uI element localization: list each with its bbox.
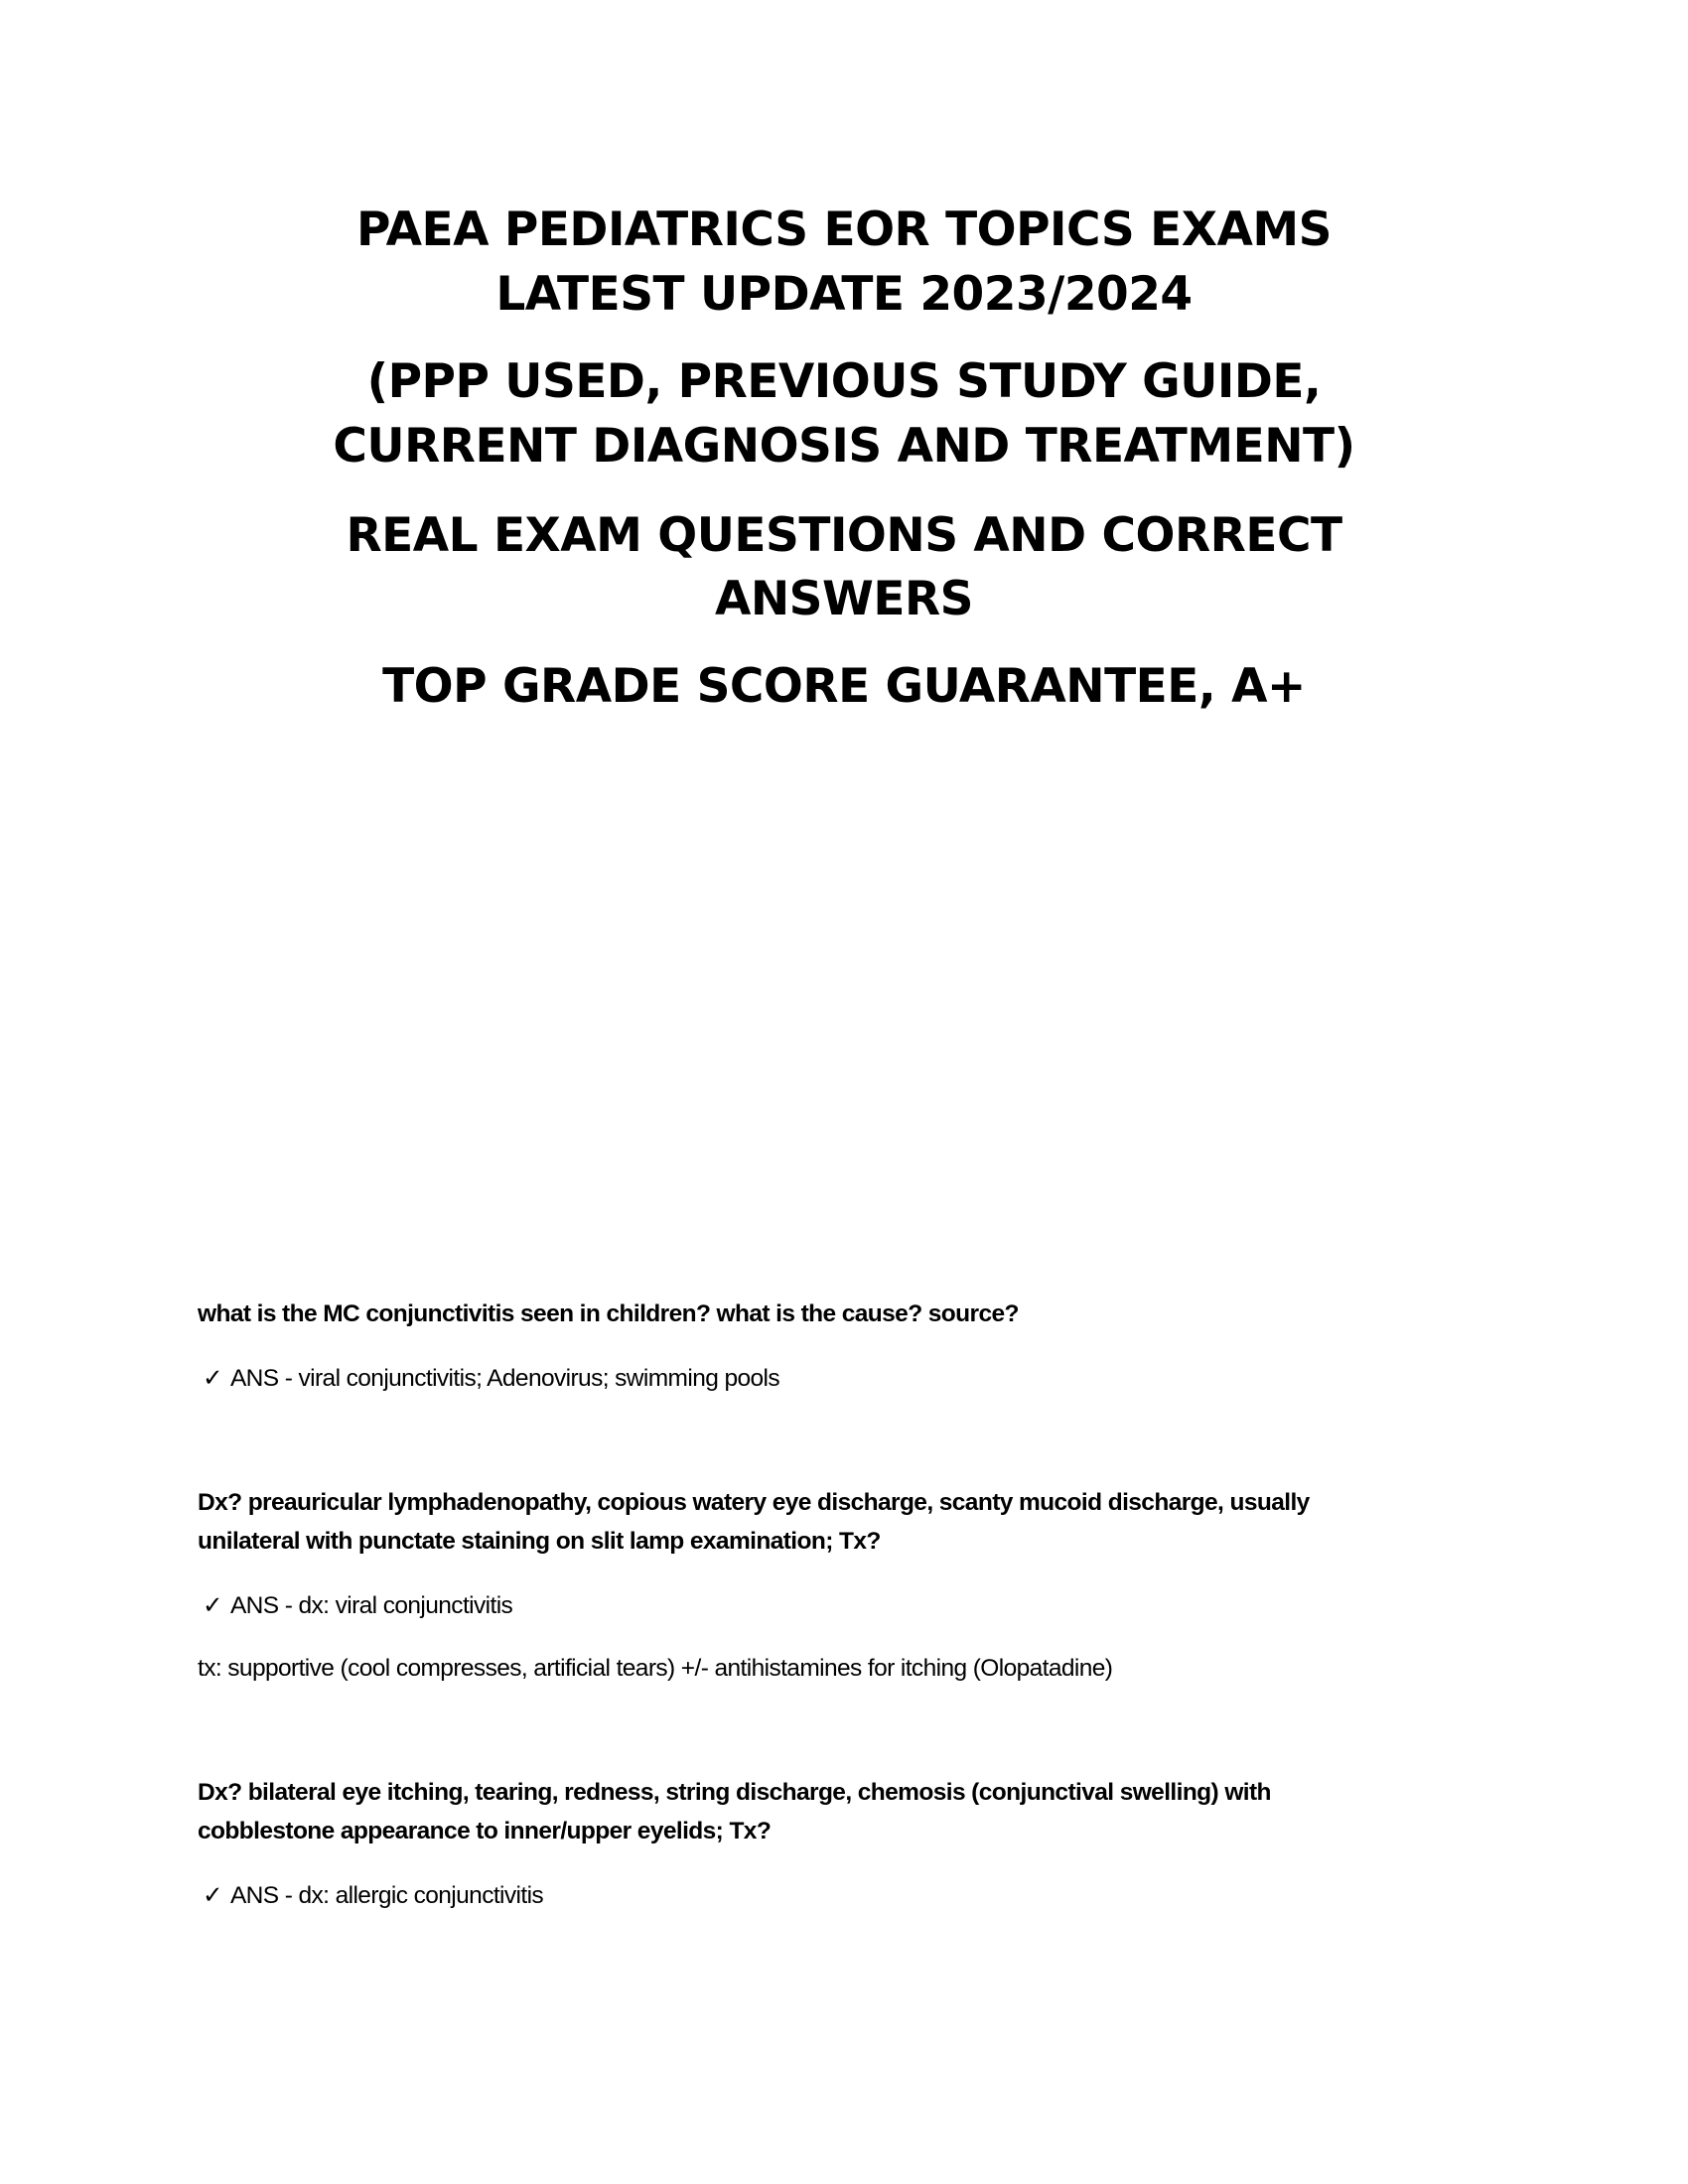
- answer-text: ANS - viral conjunctivitis; Adenovirus; swimming pools: [229, 1365, 780, 1392]
- question-text: what is the MC conjunctivitis seen in children? what is the cause? source?: [198, 1300, 1019, 1327]
- check-icon: ✓: [203, 1882, 222, 1909]
- title-line: (PPP USED, PREVIOUS STUDY GUIDE,: [366, 354, 1322, 409]
- answer-text: ANS - dx: viral conjunctivitis: [229, 1592, 513, 1619]
- title-line: CURRENT DIAGNOSIS AND TREATMENT): [333, 419, 1355, 474]
- answer-extra-text: tx: supportive (cool compresses, artificial tears) +/- antihistamines for itching (Olopatadine): [198, 1655, 1113, 1682]
- title-line: ANSWERS: [714, 572, 974, 626]
- check-icon: ✓: [203, 1365, 222, 1392]
- question-text: cobblestone appearance to inner/upper eyelids; Tx?: [198, 1818, 772, 1844]
- answer-line: [203, 1884, 543, 1909]
- question-text: unilateral with punctate staining on slit lamp examination; Tx?: [198, 1528, 881, 1555]
- title-line: REAL EXAM QUESTIONS AND CORRECT: [346, 508, 1342, 563]
- answer-line: [203, 1594, 512, 1619]
- answer-text: ANS - dx: allergic conjunctivitis: [229, 1882, 544, 1909]
- title-line: TOP GRADE SCORE GUARANTEE, A+: [382, 659, 1306, 714]
- question-text: Dx? preauricular lymphadenopathy, copious watery eye discharge, scanty mucoid discharge, usually: [198, 1489, 1310, 1516]
- title-line: PAEA PEDIATRICS EOR TOPICS EXAMS: [356, 203, 1332, 257]
- question-text: Dx? bilateral eye itching, tearing, redness, string discharge, chemosis (conjunctival swelling) with: [198, 1779, 1271, 1806]
- check-icon: ✓: [203, 1592, 222, 1619]
- answer-line: [203, 1367, 779, 1392]
- title-line: LATEST UPDATE 2023/2024: [495, 267, 1193, 322]
